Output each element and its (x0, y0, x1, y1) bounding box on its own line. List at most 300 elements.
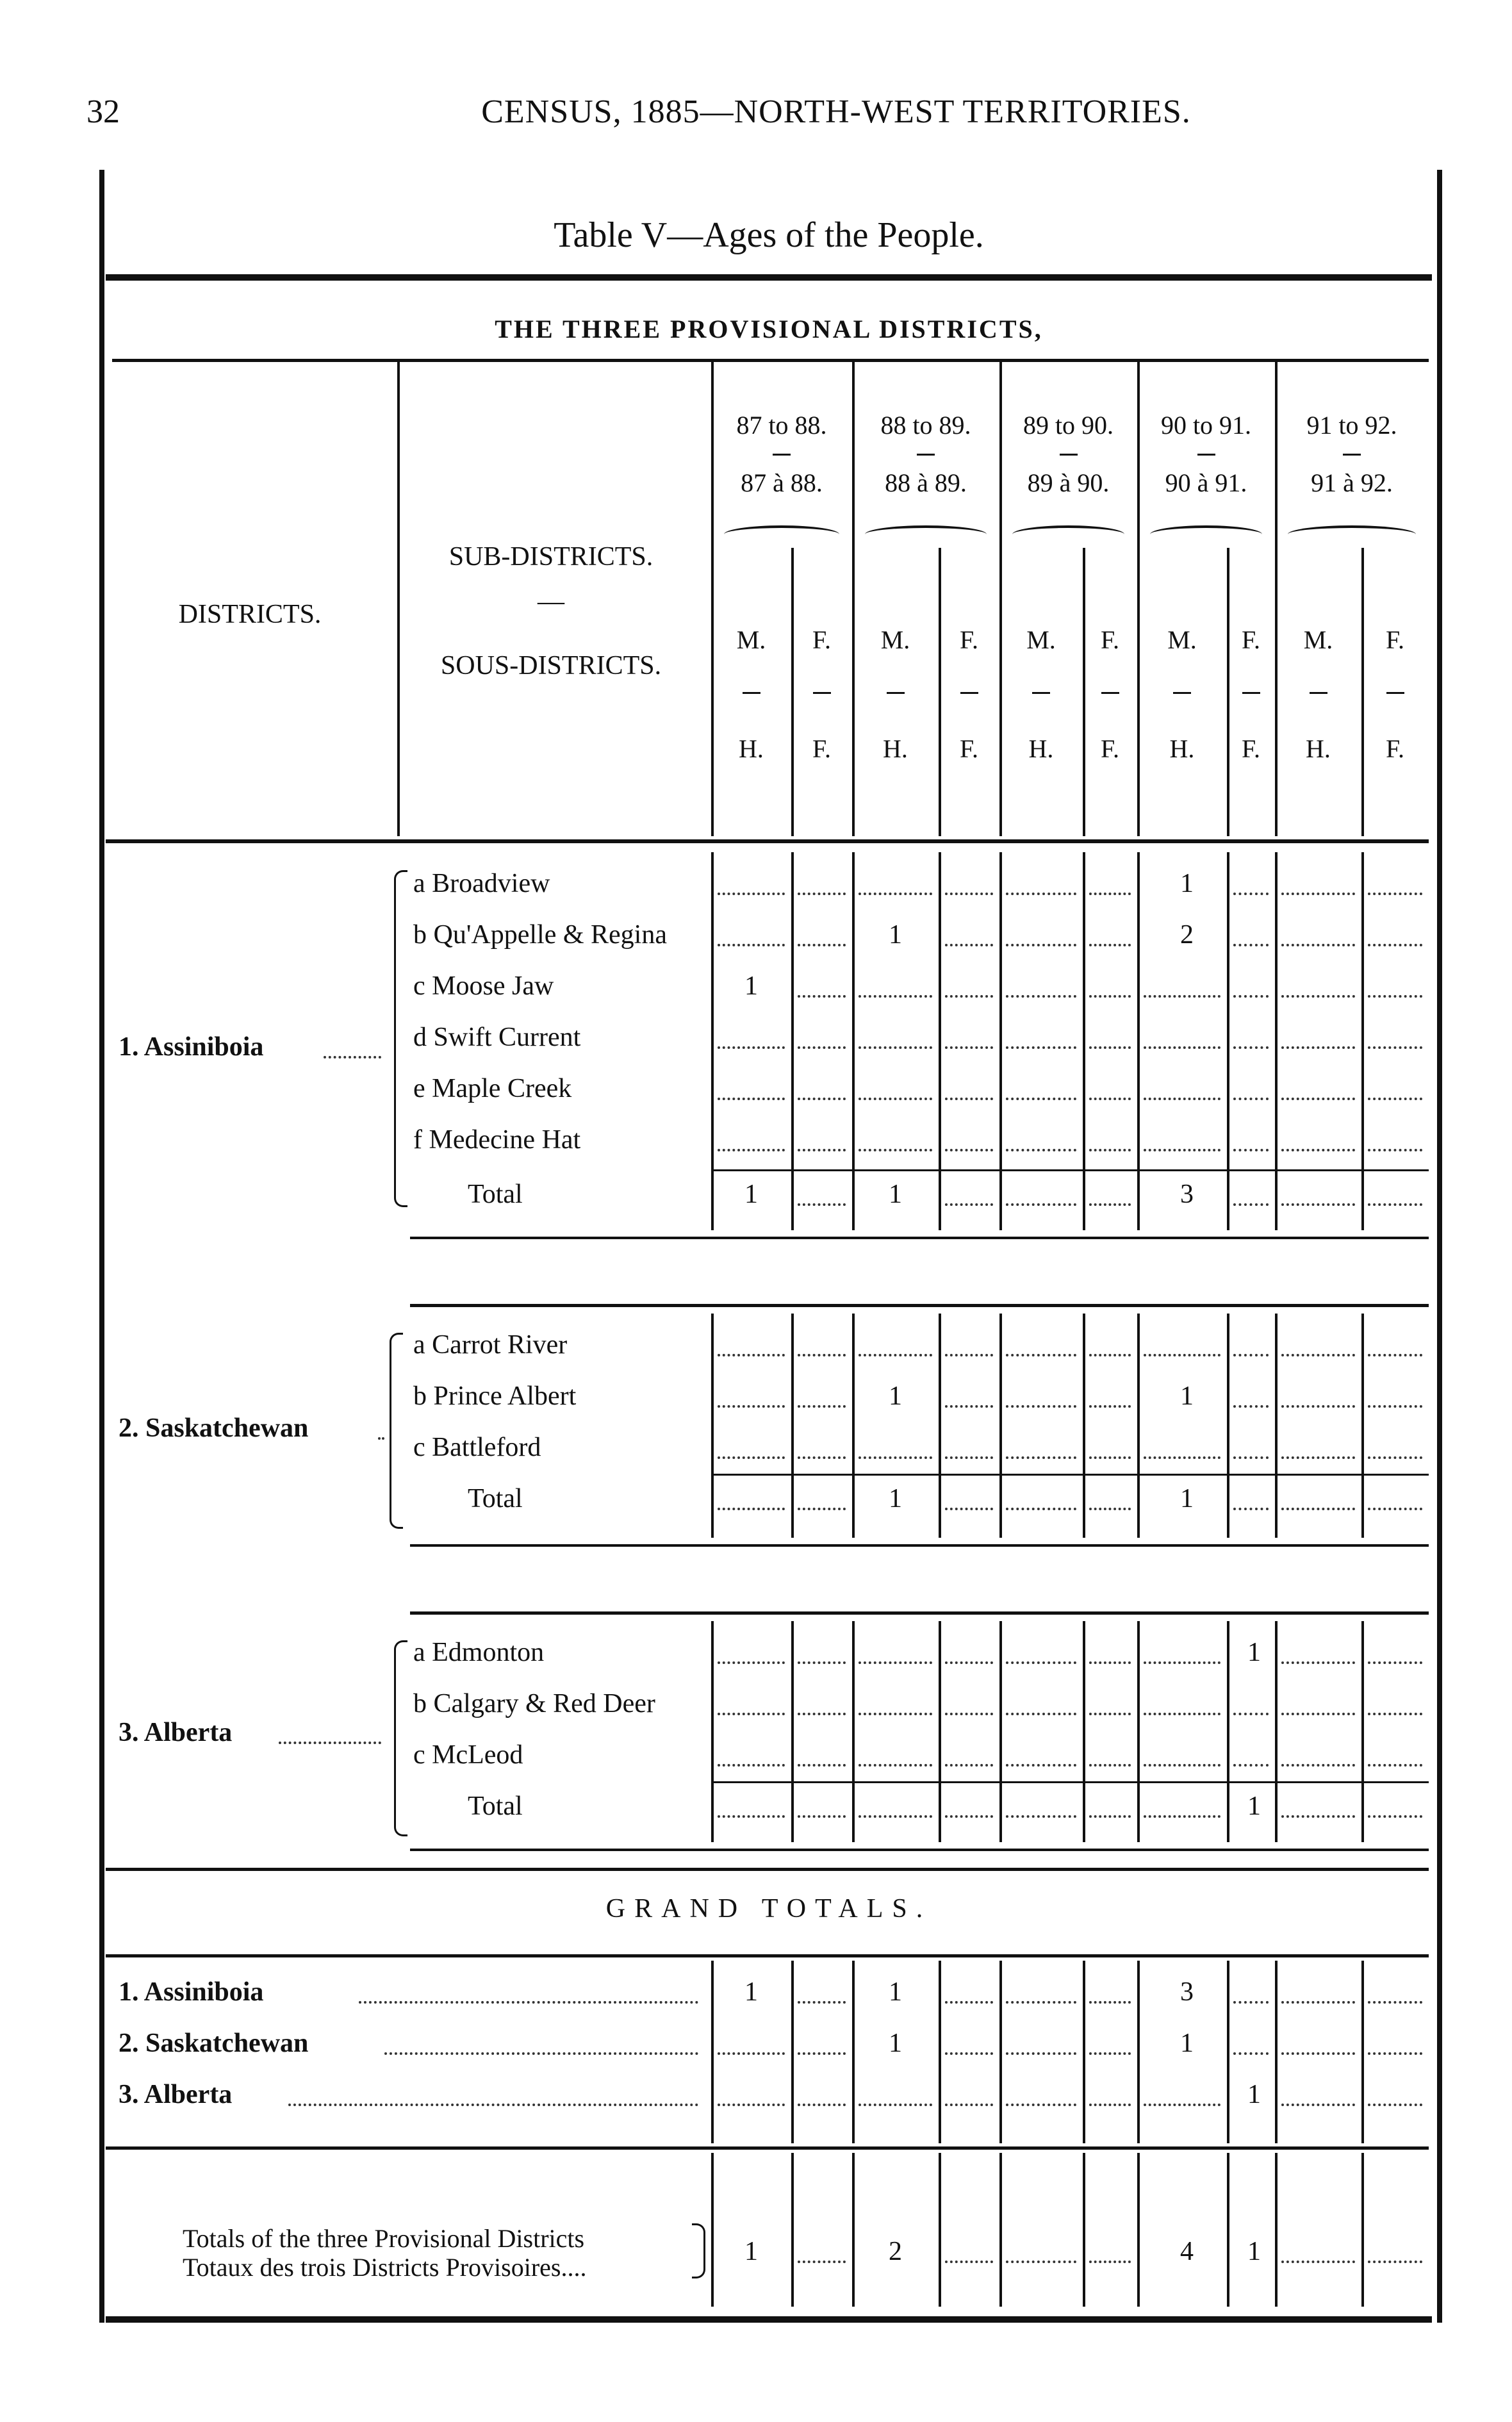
cell-leader (798, 1764, 846, 1767)
age-group-en: 90 to 91. (1160, 411, 1252, 440)
mf-divider (939, 548, 941, 836)
column-line (1083, 1961, 1085, 2143)
cell-leader (718, 1149, 785, 1151)
cell-leader (859, 1149, 932, 1151)
cell-leader (1233, 1764, 1269, 1767)
totals-three-label-fr: Totaux des trois Districts Provisoires.... (183, 2253, 587, 2282)
column-line (711, 2153, 714, 2307)
cell-leader (798, 1405, 846, 1408)
table-bottom-rule (106, 2316, 1432, 2323)
cell-leader (718, 1046, 785, 1049)
total-rule (711, 1169, 1429, 1171)
cell-leader (1281, 1046, 1355, 1049)
sub-district-label: c Battleford (413, 1433, 541, 1462)
cell-leader (1368, 1713, 1422, 1715)
cell-leader (859, 893, 932, 895)
column-line (999, 852, 1002, 1230)
sub-district-label: a Broadview (413, 869, 550, 898)
brace-icon (1288, 525, 1416, 543)
cell-leader (1233, 1149, 1269, 1151)
sex-dash (1242, 692, 1260, 694)
column-line (1361, 1961, 1364, 2143)
sex-male-fr-label: H. (883, 734, 908, 763)
cell-value: 1 (744, 2237, 758, 2266)
cell-leader (945, 1713, 993, 1715)
column-line (1083, 2153, 1085, 2307)
cell-leader (1144, 1815, 1220, 1818)
sex-male-fr-label: H. (739, 734, 764, 763)
cell-leader (1006, 1354, 1076, 1356)
cell-leader (1089, 1354, 1131, 1356)
column-line (1275, 852, 1278, 1230)
cell-leader (945, 1508, 993, 1510)
column-line (939, 852, 941, 1230)
cell-leader (945, 1764, 993, 1767)
cell-leader (1281, 1405, 1355, 1408)
column-line (711, 1314, 714, 1538)
cell-leader (1281, 1713, 1355, 1715)
sex-female-fr-label: F. (1385, 734, 1405, 763)
cell-leader (1368, 2104, 1422, 2106)
cell-leader (1233, 1098, 1269, 1100)
cell-leader (1368, 1456, 1422, 1459)
column-line (1361, 852, 1364, 1230)
cell-leader (1281, 1098, 1355, 1100)
cell-value: 1 (889, 1381, 902, 1411)
column-line (852, 1314, 855, 1538)
column-line (1227, 1314, 1229, 1538)
district-bottom-rule (410, 1544, 1429, 1547)
cell-value: 1 (1247, 2237, 1261, 2266)
column-line (852, 852, 855, 1230)
cell-leader (1368, 893, 1422, 895)
brace-icon (724, 525, 839, 543)
cell-leader (1281, 893, 1355, 895)
cell-leader (1006, 1713, 1076, 1715)
column-line (939, 1314, 941, 1538)
sex-dash (1101, 692, 1119, 694)
column-line (1361, 1621, 1364, 1842)
cell-leader (945, 1046, 993, 1049)
cell-leader (945, 2001, 993, 2004)
label-leader (288, 2104, 698, 2106)
cell-leader (1006, 2052, 1076, 2055)
cell-leader (945, 1661, 993, 1664)
cell-leader (859, 1098, 932, 1100)
cell-leader (859, 2104, 932, 2106)
column-line (939, 2153, 941, 2307)
cell-leader (1089, 1046, 1131, 1049)
cell-leader (1006, 944, 1076, 946)
cell-leader (1006, 1098, 1076, 1100)
age-group-dash (1197, 454, 1215, 456)
cell-leader (945, 995, 993, 998)
cell-leader (1368, 1098, 1422, 1100)
cell-leader (859, 1354, 932, 1356)
cell-value: 1 (1180, 1381, 1194, 1411)
cell-leader (1233, 1046, 1269, 1049)
cell-leader (1006, 2261, 1076, 2263)
col-sub-heading-2: — (538, 587, 564, 616)
sex-dash (1032, 692, 1050, 694)
cell-leader (1089, 1098, 1131, 1100)
label-leader (384, 2052, 698, 2055)
sex-dash (743, 692, 760, 694)
mf-divider (791, 548, 794, 836)
column-line (1137, 1621, 1140, 1842)
sex-male-label: M. (1303, 625, 1333, 654)
cell-leader (945, 1405, 993, 1408)
cell-leader (859, 1713, 932, 1715)
brace-icon (394, 1640, 407, 1836)
mf-divider (1227, 548, 1229, 836)
label-leader (324, 1056, 381, 1059)
column-line (711, 1621, 714, 1842)
cell-leader (1006, 1764, 1076, 1767)
cell-leader (1233, 2001, 1269, 2004)
label-leader (359, 2001, 698, 2004)
column-line (1275, 1961, 1278, 2143)
age-group-en: 91 to 92. (1306, 411, 1397, 440)
column-line (1361, 2153, 1364, 2307)
grand-total-label: 2. Saskatchewan (119, 2029, 309, 2058)
cell-leader (798, 1149, 846, 1151)
cell-leader (1089, 1456, 1131, 1459)
cell-leader (1281, 1149, 1355, 1151)
sex-dash (813, 692, 831, 694)
title-rule (106, 274, 1432, 281)
cell-leader (1281, 1661, 1355, 1664)
cell-leader (798, 1713, 846, 1715)
cell-leader (859, 1661, 932, 1664)
mf-divider (1361, 548, 1364, 836)
cell-leader (1089, 1149, 1131, 1151)
sex-female-label: F. (1100, 625, 1120, 654)
grand-total-label: 1. Assiniboia (119, 1977, 264, 2007)
cell-leader (1281, 2001, 1355, 2004)
brace-icon (390, 1333, 403, 1529)
cell-leader (1006, 1046, 1076, 1049)
district-bottom-rule (410, 1237, 1429, 1239)
cell-leader (1281, 1815, 1355, 1818)
cell-leader (859, 1764, 932, 1767)
cell-leader (1233, 995, 1269, 998)
sub-district-label: c McLeod (413, 1740, 523, 1770)
cell-leader (1006, 1661, 1076, 1664)
cell-leader (718, 1764, 785, 1767)
age-group-dash (1343, 454, 1361, 456)
column-line (1137, 1314, 1140, 1538)
cell-leader (1089, 1508, 1131, 1510)
age-group-en: 89 to 90. (1023, 411, 1114, 440)
column-line (711, 1961, 714, 2143)
cell-leader (1006, 2104, 1076, 2106)
column-line (939, 1621, 941, 1842)
cell-value: 1 (889, 1977, 902, 2007)
column-line (1361, 1314, 1364, 1538)
cell-leader (1368, 1149, 1422, 1151)
cell-leader (1233, 944, 1269, 946)
cell-leader (859, 1046, 932, 1049)
cell-leader (1144, 1098, 1220, 1100)
cell-leader (718, 1713, 785, 1715)
column-line (1227, 852, 1229, 1230)
table-title: Table V—Ages of the People. (554, 215, 984, 255)
cell-leader (945, 1098, 993, 1100)
cell-value: 1 (889, 2029, 902, 2058)
cell-leader (945, 944, 993, 946)
cell-leader (1144, 1046, 1220, 1049)
sex-male-fr-label: H. (1028, 734, 1054, 763)
cell-leader (1089, 1405, 1131, 1408)
column-line (999, 1961, 1002, 2143)
total-rule (711, 1474, 1429, 1476)
cell-leader (1144, 1764, 1220, 1767)
cell-leader (1233, 1508, 1269, 1510)
column-line (791, 852, 794, 1230)
cell-value: 2 (889, 2237, 902, 2266)
cell-leader (1281, 995, 1355, 998)
cell-leader (1368, 944, 1422, 946)
sex-dash (1386, 692, 1404, 694)
column-line (939, 1961, 941, 2143)
age-group-fr: 90 à 91. (1165, 468, 1247, 497)
totals-three-rule (106, 2146, 1429, 2150)
cell-leader (798, 995, 846, 998)
cell-leader (945, 1203, 993, 1206)
cell-leader (1006, 1508, 1076, 1510)
cell-value: 1 (1180, 2029, 1194, 2058)
cell-leader (718, 1354, 785, 1356)
column-line (1275, 1314, 1278, 1538)
cell-leader (1006, 1456, 1076, 1459)
total-label: Total (468, 1792, 523, 1821)
cell-leader (945, 2052, 993, 2055)
cell-leader (1368, 1405, 1422, 1408)
cell-leader (718, 2104, 785, 2106)
cell-leader (718, 944, 785, 946)
total-label: Total (468, 1180, 523, 1209)
brace-icon (394, 870, 407, 1207)
age-group-fr: 87 à 88. (741, 468, 823, 497)
column-line (999, 1621, 1002, 1842)
column-line (791, 1621, 794, 1842)
age-group-fr: 89 à 90. (1027, 468, 1110, 497)
col-sub-heading-1: SUB-DISTRICTS. (448, 542, 653, 572)
grand-totals-top-rule (106, 1868, 1429, 1871)
cell-leader (945, 1456, 993, 1459)
age-group-en: 88 to 89. (880, 411, 971, 440)
cell-leader (1089, 893, 1131, 895)
cell-value: 3 (1180, 1180, 1194, 1209)
cell-leader (1144, 1456, 1220, 1459)
cell-leader (798, 1456, 846, 1459)
cell-leader (859, 1456, 932, 1459)
cell-leader (1006, 2001, 1076, 2004)
column-line (1083, 852, 1085, 1230)
column-line (1227, 1961, 1229, 2143)
cell-leader (718, 893, 785, 895)
cell-leader (798, 893, 846, 895)
cell-leader (1089, 1713, 1131, 1715)
cell-leader (1006, 1815, 1076, 1818)
header-sub-divider (397, 362, 400, 836)
cell-leader (1233, 2052, 1269, 2055)
cell-leader (1281, 2052, 1355, 2055)
mf-divider (1083, 548, 1085, 836)
cell-leader (1368, 1046, 1422, 1049)
header-bottom-rule (106, 839, 1429, 843)
cell-leader (1368, 1764, 1422, 1767)
sex-female-fr-label: F. (1100, 734, 1120, 763)
age-group-dash (917, 454, 935, 456)
cell-leader (1281, 2104, 1355, 2106)
age-group-fr: 88 à 89. (885, 468, 967, 497)
column-line (999, 1314, 1002, 1538)
cell-leader (1089, 1203, 1131, 1206)
cell-leader (1144, 1149, 1220, 1151)
cell-leader (798, 1508, 846, 1510)
column-line (1137, 2153, 1140, 2307)
sex-female-fr-label: F. (812, 734, 832, 763)
cell-value: 2 (1180, 920, 1194, 950)
cell-leader (798, 2052, 846, 2055)
cell-leader (1006, 1203, 1076, 1206)
column-line (1275, 2153, 1278, 2307)
district-bottom-rule (410, 1849, 1429, 1851)
cell-value: 1 (889, 1180, 902, 1209)
cell-leader (1089, 1815, 1131, 1818)
sex-female-label: F. (1385, 625, 1405, 654)
cell-leader (1006, 1149, 1076, 1151)
cell-value: 1 (744, 971, 758, 1001)
sex-male-label: M. (1026, 625, 1056, 654)
cell-leader (859, 995, 932, 998)
cell-leader (1281, 1508, 1355, 1510)
cell-value: 1 (889, 1484, 902, 1513)
cell-leader (718, 1815, 785, 1818)
cell-value: 1 (1247, 2080, 1261, 2109)
cell-leader (1281, 2261, 1355, 2263)
cell-leader (1368, 995, 1422, 998)
column-line (1137, 1961, 1140, 2143)
column-line (791, 1314, 794, 1538)
cell-leader (945, 2104, 993, 2106)
cell-value: 1 (744, 1180, 758, 1209)
cell-leader (1089, 995, 1131, 998)
sex-dash (1310, 692, 1327, 694)
cell-leader (1144, 1713, 1220, 1715)
sex-female-label: F. (1241, 625, 1261, 654)
cell-leader (1233, 1354, 1269, 1356)
sub-district-label: a Edmonton (413, 1638, 545, 1667)
cell-leader (1089, 1661, 1131, 1664)
cell-leader (1281, 1203, 1355, 1206)
page-number: 32 (86, 94, 120, 130)
header-top-rule (112, 359, 1429, 362)
cell-leader (1144, 1354, 1220, 1356)
cell-value: 1 (1180, 869, 1194, 898)
column-line (1083, 1621, 1085, 1842)
cell-value: 1 (1180, 1484, 1194, 1513)
cell-leader (1281, 944, 1355, 946)
district-top-rule (410, 1611, 1429, 1615)
age-group-fr: 91 à 92. (1311, 468, 1393, 497)
column-line (1227, 2153, 1229, 2307)
cell-leader (1089, 2001, 1131, 2004)
sex-dash (1173, 692, 1191, 694)
column-line (852, 1621, 855, 1842)
brace-icon (1012, 525, 1124, 543)
cell-leader (1368, 1203, 1422, 1206)
cell-leader (1233, 1713, 1269, 1715)
cell-leader (1006, 893, 1076, 895)
cell-leader (798, 1203, 846, 1206)
district-top-rule (410, 1304, 1429, 1307)
column-line (711, 852, 714, 1230)
grand-total-label: 3. Alberta (119, 2080, 233, 2109)
cell-leader (1368, 1661, 1422, 1664)
cell-leader (1368, 1354, 1422, 1356)
brace-icon (1150, 525, 1262, 543)
age-group-dash (773, 454, 791, 456)
sex-female-label: F. (959, 625, 979, 654)
sub-district-label: e Maple Creek (413, 1074, 572, 1103)
sub-district-label: d Swift Current (413, 1023, 581, 1052)
sub-district-label: b Prince Albert (413, 1381, 577, 1411)
column-line (1137, 852, 1140, 1230)
cell-leader (1144, 995, 1220, 998)
grand-totals-heading: GRAND TOTALS. (605, 1894, 932, 1924)
cell-leader (945, 1354, 993, 1356)
sex-male-label: M. (880, 625, 910, 654)
cell-leader (1144, 2104, 1220, 2106)
cell-leader (945, 893, 993, 895)
cell-leader (1233, 893, 1269, 895)
brace-icon (692, 2223, 705, 2278)
cell-leader (1281, 1764, 1355, 1767)
cell-leader (718, 1098, 785, 1100)
sub-district-label: b Qu'Appelle & Regina (413, 920, 667, 950)
sex-female-fr-label: F. (1241, 734, 1261, 763)
column-line (791, 2153, 794, 2307)
sex-male-fr-label: H. (1169, 734, 1195, 763)
section-heading: THE THREE PROVISIONAL DISTRICTS, (495, 315, 1043, 343)
cell-leader (1281, 1456, 1355, 1459)
cell-leader (798, 2104, 846, 2106)
column-line (791, 1961, 794, 2143)
cell-leader (1006, 1405, 1076, 1408)
cell-leader (1233, 1456, 1269, 1459)
cell-leader (859, 1815, 932, 1818)
cell-leader (1089, 1764, 1131, 1767)
cell-leader (945, 1149, 993, 1151)
cell-leader (718, 2052, 785, 2055)
column-line (1083, 1314, 1085, 1538)
cell-leader (798, 1354, 846, 1356)
cell-value: 1 (1247, 1638, 1261, 1667)
cell-leader (1368, 2052, 1422, 2055)
cell-leader (1006, 995, 1076, 998)
column-line (999, 2153, 1002, 2307)
cell-leader (1281, 1354, 1355, 1356)
total-label: Total (468, 1484, 523, 1513)
grand-totals-header-rule (106, 1954, 1429, 1957)
cell-value: 1 (1247, 1792, 1261, 1821)
cell-leader (945, 1815, 993, 1818)
cell-leader (1368, 2001, 1422, 2004)
cell-leader (798, 944, 846, 946)
